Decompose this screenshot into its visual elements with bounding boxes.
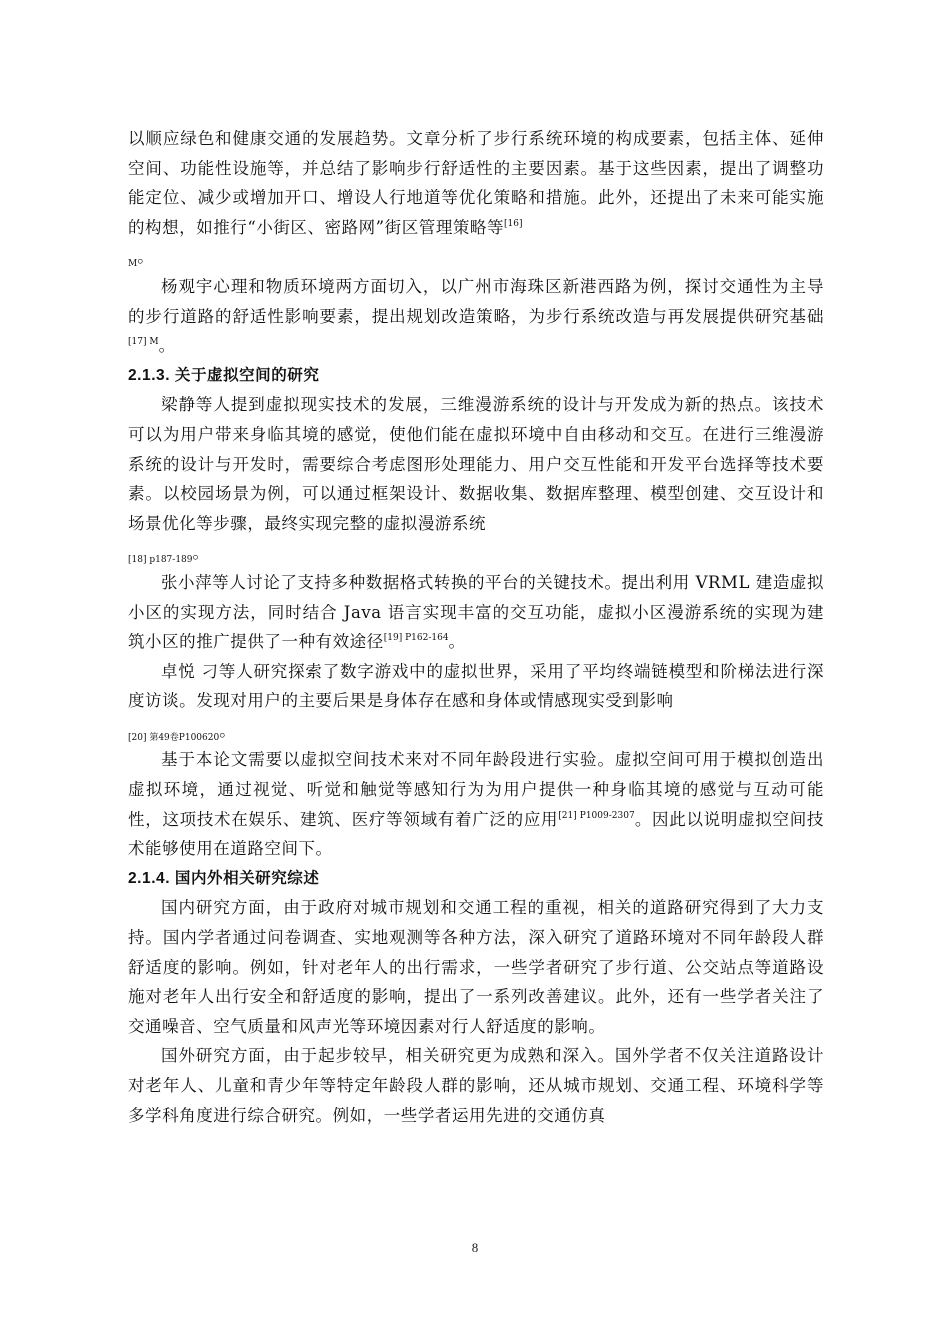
citation-16: [16]: [504, 218, 523, 229]
paragraph-zhang-xiaoping: 张小萍等人讨论了支持多种数据格式转换的平台的关键技术。提出利用 VRML 建造虚拟小区的实现方法，同时结合 Java 语言实现丰富的交互功能，虚拟小区漫游系统的实现为建筑小区的推广提供了一种有效途径$^{[19] P162-164}$。: [128, 572, 824, 652]
citation-17: [17] M: [128, 337, 159, 348]
paragraph-virtual-space: 基于本论文需要以虚拟空间技术来对不同年龄段进行实验。虚拟空间可用于模拟创造出虚拟环境，通过视觉、听觉和触觉等感知行为为用户提供一种身临其境的感觉与互动可能性，这项技术在娱乐、建筑、医疗等领域有着广泛的应用$^{[21] P1009-2307}$。因此以说明虚拟空间技术能够使用在道路空间下。: [128, 750, 824, 859]
paragraph-walking-system: 以顺应绿色和健康交通的发展趋势。文章分析了步行系统环境的构成要素，包括主体、延伸空间、功能性设施等，并总结了影响步行舒适性的主要因素。基于这些因素，提出了调整功能定位、减少或增加开口、增设人行地道等优化策略和措施。此外，还提出了未来可能实施的构想，如推行“小街区、密路网”街区管理策略等[16] $_M$。: [128, 129, 824, 270]
citation-20: [20] 第49卷P100620: [128, 732, 220, 743]
citation-21: [21] P1009-2307: [558, 810, 635, 821]
page-number: 8: [471, 1240, 479, 1255]
citation-18: [18] p187-189: [128, 555, 193, 566]
paragraph-foreign-research: 国外研究方面，由于起步较早，相关研究更为成熟和深入。国外学者不仅关注道路设计对老年人、儿童和青少年等特定年龄段人群的影响，还从城市规划、交通工程、环境科学等多学科角度进行综合研究。例如，一些学者运用先进的交通仿真: [128, 1046, 824, 1125]
paragraph-domestic-research: 国内研究方面，由于政府对城市规划和交通工程的重视，相关的道路研究得到了大力支持。国内学者通过问卷调查、实地观测等各种方法，深入研究了道路环境对不同年龄段人群舒适度的影响。例如，针对老年人的出行需求，一些学者研究了步行道、公交站点等道路设施对老年人出行安全和舒适度的影响，提出了一系列改善建议。此外，还有一些学者关注了交通噪音、空气质量和风声光等环境因素对行人舒适度的影响。: [128, 898, 824, 1036]
section-heading-2-1-4: 2.1.4. 国内外相关研究综述: [128, 869, 320, 887]
section-heading-2-1-3: 2.1.3. 关于虚拟空间的研究: [128, 366, 320, 384]
body-text: [128, 124, 824, 1130]
citation-19: [19] P162-164: [383, 633, 449, 644]
paragraph-liang-jing: 梁静等人提到虚拟现实技术的发展，三维漫游系统的设计与开发成为新的热点。该技术可以为用户带来身临其境的感觉，使他们能在虚拟环境中自由移动和交互。在进行三维漫游系统的设计与开发时，需要综合考虑图形处理能力、用户交互性能和开发平台选择等技术要素。以校园场景为例，可以通过框架设计、数据收集、数据库整理、模型创建、交互设计和场景优化等步骤，最终实现完整的虚拟漫游系统 $_{[18] p187-189}$。: [128, 395, 824, 566]
paragraph-zhuo-yue: 卓悦 刁等人研究探索了数字游戏中的虚拟世界，采用了平均终端链模型和阶梯法进行深度访谈。发现对用户的主要后果是身体存在感和身体或情感现实受到影响 $_{[20] 第49卷P100620}$。: [128, 661, 824, 743]
citation-16-type: M: [128, 259, 138, 270]
paragraph-yang-guanyu: 杨观宇心理和物质环境两方面切入，以广州市海珠区新港西路为例，探讨交通性为主导的步行道路的舒适性影响要素，提出规划改造策略，为步行系统改造与再发展提供研究基础$^{[17] M}$。: [128, 276, 824, 356]
